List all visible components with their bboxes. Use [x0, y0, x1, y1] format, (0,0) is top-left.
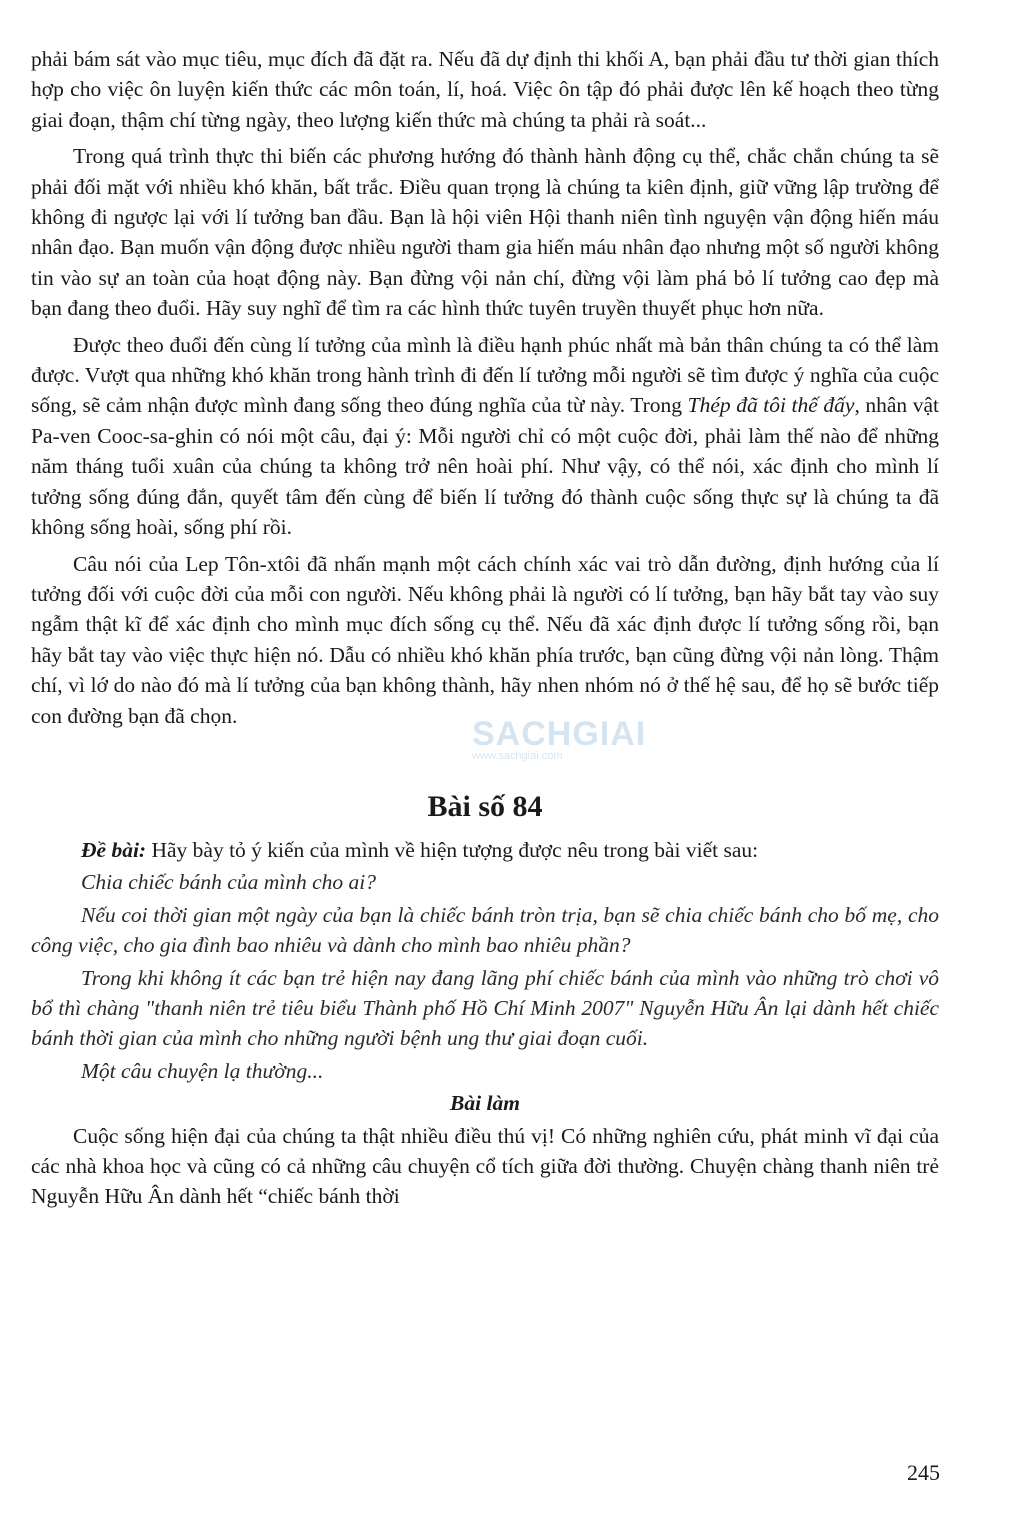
answer-heading: Bài làm — [450, 1091, 520, 1116]
quote-paragraph-1: Nếu coi thời gian một ngày của bạn là chiếc bánh tròn trịa, bạn sẽ chia chiếc bánh cho bố mẹ, cho công việc, cho gia đình bao nhiêu và dành cho mình bao nhiêu phần? — [31, 902, 939, 958]
quote-paragraph-2: Trong khi không ít các bạn trẻ hiện nay đang lãng phí chiếc bánh của mình vào những trò chơi vô bổ thì chàng "thanh niên trẻ tiêu biểu Thành phố Hồ Chí Minh 2007" Nguyễn Hữu Ân lại dành hết chiếc bánh thời gian của mình cho những người bệnh ung thư giai đoạn cuối. — [31, 965, 939, 1051]
prompt-text: Hãy bày tỏ ý kiến của mình về hiện tượng được nêu trong bài viết sau: — [146, 837, 759, 862]
quote-title: Chia chiếc bánh của mình cho ai? — [81, 870, 376, 895]
prompt-label: Đề bài: — [81, 837, 147, 862]
watermark-site: www.sachgiai.com — [472, 750, 563, 762]
page-number: 245 — [907, 1460, 940, 1485]
paragraph-1: phải bám sát vào mục tiêu, mục đích đã đặt ra. Nếu đã dự định thi khối A, bạn phải đầu tư thời gian thích hợp cho việc ôn luyện kiến thức các môn toán, lí, hoá. Việc ôn tập đó phải được lên kế hoạch theo từng giai đoạn, thậm chí từng ngày, theo lượng kiến thức mà chúng ta phải rà soát... — [31, 47, 939, 132]
paragraph-2: Trong quá trình thực thi biến các phương hướng đó thành hành động cụ thể, chắc chắn chúng ta sẽ phải đối mặt với nhiều khó khăn, bất trắc. Điều quan trọng là chúng ta kiên định, giữ vững lập trường để không đi ngược lại với lí tưởng ban đầu. Bạn là hội viên Hội thanh niên tình nguyện vận động hiến máu nhân đạo. Bạn muốn vận động được nhiều người tham gia hiến máu nhân đạo nhưng một số người không tin vào sự an toàn của hoạt động này. Bạn đừng vội nản chí, đừng vội làm phá bỏ lí tưởng cao đẹp mà bạn đang theo đuổi. Hãy suy nghĩ để tìm ra các hình thức tuyên truyền thuyết phục hơn nữa. — [31, 144, 939, 321]
answer-paragraph-1: Cuộc sống hiện đại của chúng ta thật nhiều điều thú vị! Có những nghiên cứu, phát minh vĩ đại của các nhà khoa học và cũng có cả những câu chuyện cổ tích giữa đời thường. Chuyện chàng thanh niên trẻ Nguyễn Hữu Ân dành hết “chiếc bánh thời — [31, 1123, 939, 1209]
book-title: Thép đã tôi thế đấy — [687, 393, 855, 418]
lesson-title: Bài số 84 — [427, 789, 543, 823]
paragraph-3 — [31, 330, 939, 543]
paragraph-3-part-a: Được theo đuổi đến cùng lí tưởng của mình là điều hạnh phúc nhất mà bản thân chúng ta có thể làm được. Vượt qua những khó khăn trong hành trình đi đến lí tưởng mỗi người sẽ tìm được ý nghĩa của cuộc sống, sẽ cảm nhận được mình đang sống theo đúng nghĩa của từ này. Trong — [31, 332, 939, 418]
quote-paragraph-3: Một câu chuyện lạ thường... — [81, 1058, 324, 1083]
paragraph-4: Câu nói của Lep Tôn-xtôi đã nhấn mạnh một cách chính xác vai trò dẫn đường, định hướng của lí tưởng đối với cuộc đời của mỗi con người. Nếu không phải là người có lí tưởng, bạn hãy bắt tay vào suy ngẫm thật kĩ để xác định cho mình mục đích sống cụ thể. Nếu đã xác định được lí tưởng sống rồi, bạn hãy bắt tay vào việc thực hiện nó. Dẫu có nhiều khó khăn phía trước, bạn cũng đừng vội nản lòng. Thậm chí, vì lớ do nào đó mà lí tưởng của bạn không thành, hãy nhen nhóm nó ở thế hệ sau, để họ sẽ bước tiếp con đường bạn đã chọn. — [31, 551, 939, 728]
paragraph-3-part-b: , nhân vật Pa-ven Cooc-sa-ghin có nói một câu, đại ý: Mỗi người chỉ có một cuộc đời, phải làm thế nào để những năm tháng tuổi xuân của chúng ta không trở nên hoài phí. Như vậy, có thể nói, xác định cho mình lí tưởng sống đúng đắn, quyết tâm đến cùng để biến lí tưởng đó thành cuộc sống thực sự là chúng ta đã không sống hoài, sống phí rồi. — [31, 393, 940, 540]
page-content — [31, 44, 939, 1218]
prompt — [31, 835, 939, 865]
watermark-brand: SACHGIAI — [472, 715, 647, 753]
